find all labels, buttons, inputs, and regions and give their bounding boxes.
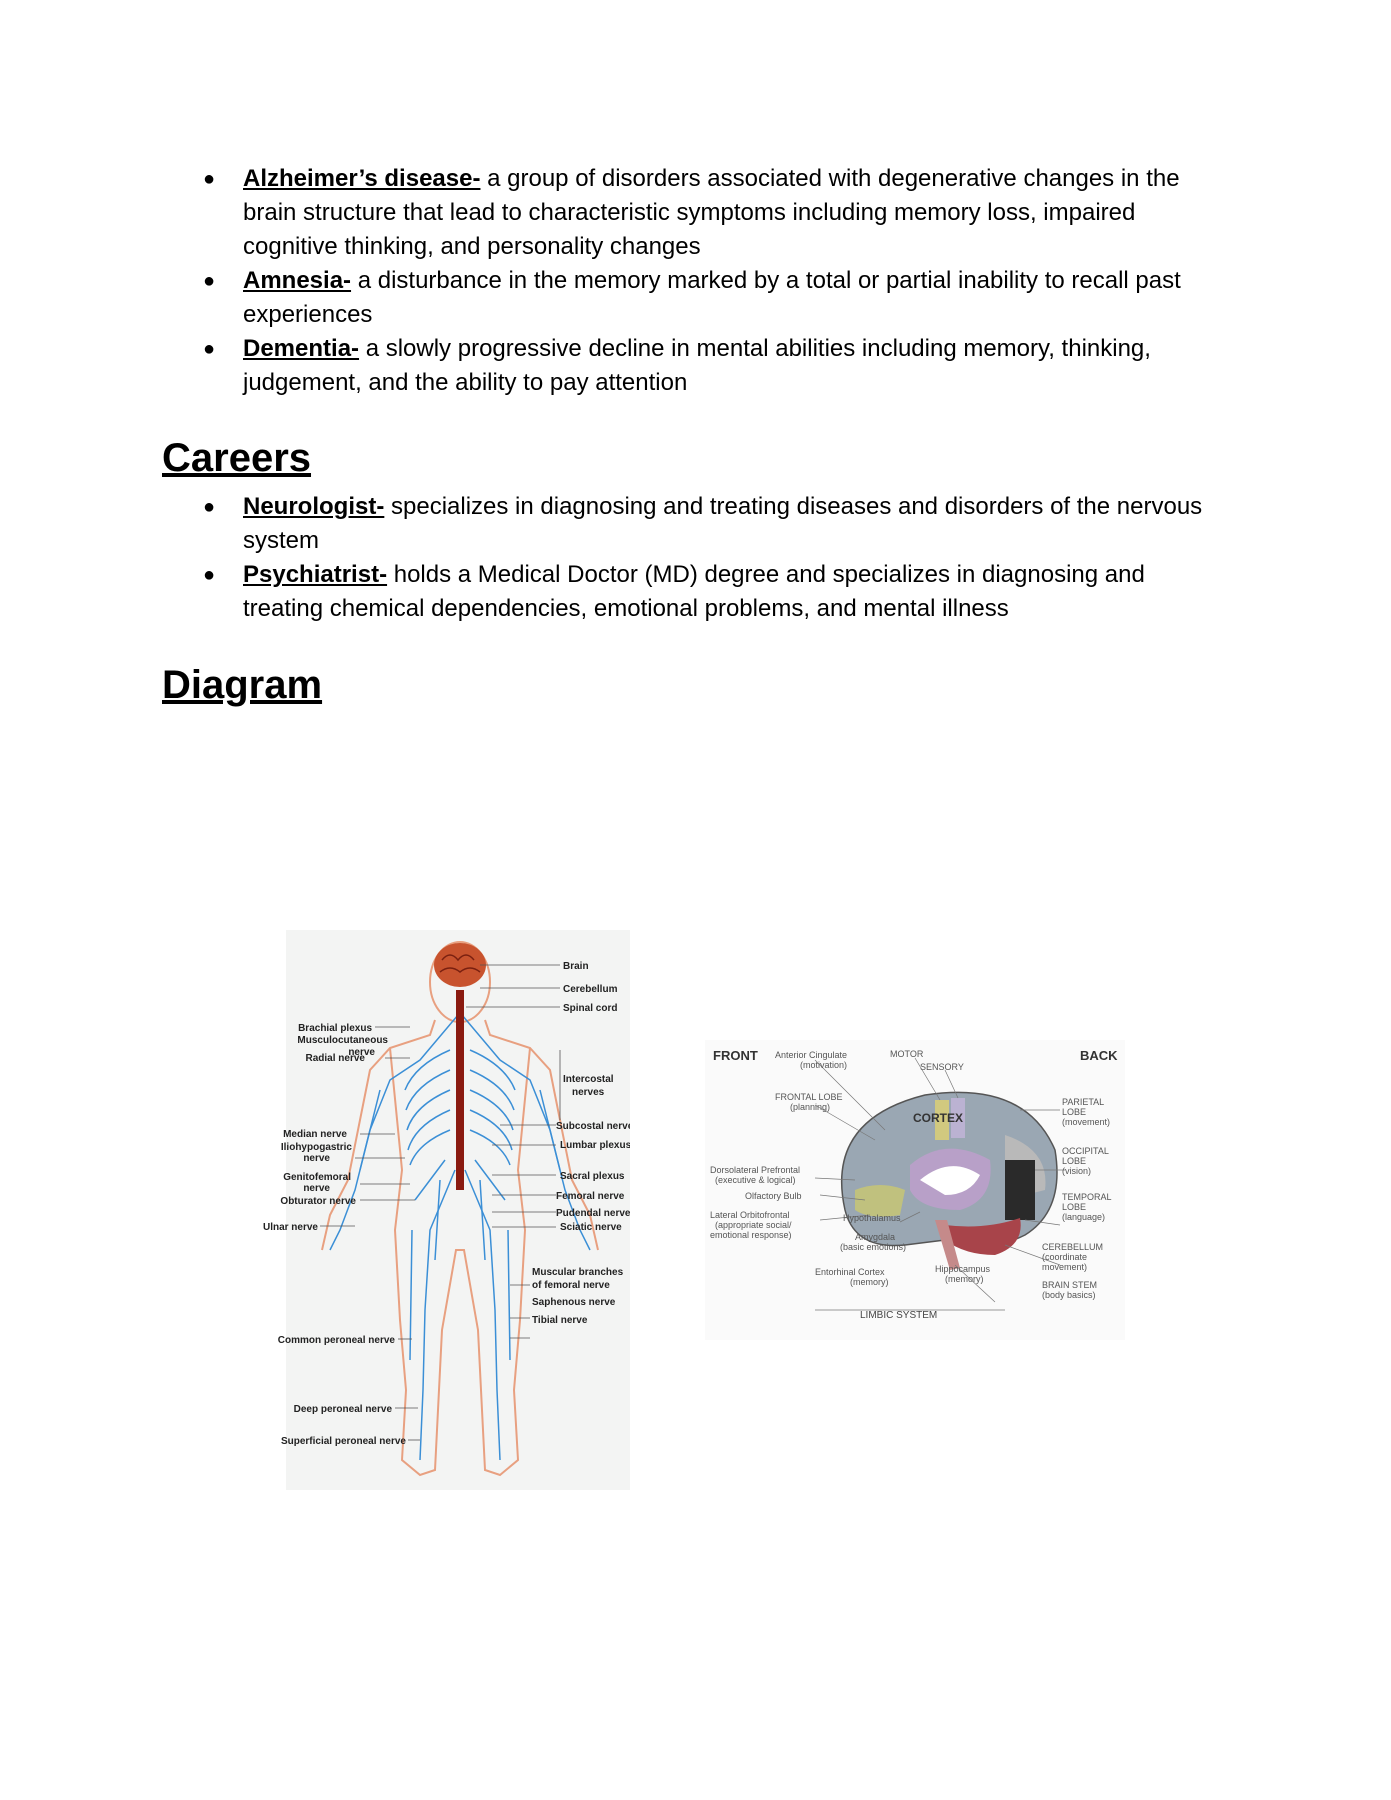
careers-list xyxy=(0,490,1391,626)
label-sciatic: Sciatic nerve xyxy=(560,1222,622,1233)
label-lateral-orbitofrontal: Lateral Orbitofrontal xyxy=(710,1210,790,1220)
label-genitofemoral: Genitofemoral xyxy=(283,1172,351,1183)
frontal-region-shape xyxy=(855,1185,905,1217)
label-cerebellum: Cerebellum xyxy=(563,984,618,995)
label-parietal: PARIETAL xyxy=(1062,1097,1105,1107)
definition: specializes in diagnosing and treating diseases and disorders of the nervous system xyxy=(243,493,1203,554)
brain-svg xyxy=(705,1040,1125,1340)
label-body-basics: (body basics) xyxy=(1042,1290,1096,1300)
label-back: BACK xyxy=(1080,1048,1118,1063)
label-musculocutaneous: Musculocutaneous xyxy=(297,1035,388,1046)
nervous-system-figure xyxy=(230,930,630,1490)
label-basic-emotions: (basic emotions) xyxy=(840,1242,907,1252)
label-pudendal: Pudendal nerve xyxy=(556,1208,630,1219)
label-muscular-2: of femoral nerve xyxy=(532,1280,610,1291)
label-brain: Brain xyxy=(563,961,589,972)
label-common-peroneal: Common peroneal nerve xyxy=(277,1335,395,1346)
list-item xyxy=(0,332,1391,400)
label-entorhinal-memory: (memory) xyxy=(850,1277,889,1287)
label-tibial: Tibial nerve xyxy=(532,1315,588,1326)
label-hypothalamus: Hypothalamus xyxy=(843,1213,901,1223)
nervous-system-svg xyxy=(230,930,630,1490)
brain-shape xyxy=(434,943,486,987)
label-parietal-lobe: LOBE xyxy=(1062,1107,1087,1117)
term: Psychiatrist- xyxy=(243,561,388,588)
label-muscular: Muscular branches xyxy=(532,1267,624,1278)
bullet-icon: ● xyxy=(203,168,216,190)
occipital-lobe-shape xyxy=(1005,1160,1035,1220)
label-cortex: CORTEX xyxy=(913,1111,964,1125)
spinal-cord-shape xyxy=(456,990,464,1190)
label-genitofemoral-2: nerve xyxy=(303,1183,330,1194)
bullet-icon: ● xyxy=(203,270,216,292)
label-superficial-peroneal: Superficial peroneal nerve xyxy=(280,1436,406,1447)
label-occipital-lobe: LOBE xyxy=(1062,1156,1087,1166)
label-musculocutaneous-2: nerve xyxy=(348,1047,375,1058)
label-median: Median nerve xyxy=(283,1129,347,1140)
label-temporal-lobe: LOBE xyxy=(1062,1202,1087,1212)
label-iliohypogastric-2: nerve xyxy=(303,1153,330,1164)
label-ulnar: Ulnar nerve xyxy=(262,1222,318,1233)
label-limbic-system: LIMBIC SYSTEM xyxy=(860,1310,938,1321)
label-amygdala: Amygdala xyxy=(855,1232,896,1242)
label-femoral: Femoral nerve xyxy=(556,1191,625,1202)
label-frontal-lobe: FRONTAL LOBE xyxy=(775,1092,843,1102)
label-brain-stem: BRAIN STEM xyxy=(1042,1280,1098,1290)
label-vision: (vision) xyxy=(1062,1166,1092,1176)
bullet-icon: ● xyxy=(203,564,216,586)
term: Neurologist- xyxy=(243,493,385,520)
label-obturator: Obturator nerve xyxy=(280,1196,356,1207)
label-spinal-cord: Spinal cord xyxy=(563,1003,618,1014)
label-cerebellum: CEREBELLUM xyxy=(1042,1242,1104,1252)
term: Amnesia- xyxy=(243,267,352,294)
label-motor: MOTOR xyxy=(890,1049,924,1059)
label-dorsolateral: Dorsolateral Prefrontal xyxy=(710,1165,801,1175)
label-sensory: SENSORY xyxy=(920,1062,964,1072)
label-entorhinal: Entorhinal Cortex xyxy=(815,1267,885,1277)
bullet-icon: ● xyxy=(203,338,216,360)
label-intercostal-2: nerves xyxy=(572,1087,605,1098)
label-motivation: (motivation) xyxy=(800,1060,848,1070)
label-front: FRONT xyxy=(713,1048,758,1063)
careers-heading: Careers xyxy=(162,436,312,480)
label-anterior-cingulate: Anterior Cingulate xyxy=(775,1050,848,1060)
label-iliohypogastric: Iliohypogastric xyxy=(280,1142,352,1153)
definition: a disturbance in the memory marked by a total or partial inability to recall past experiences xyxy=(243,267,1181,328)
label-subcostal: Subcostal nerve xyxy=(556,1121,630,1132)
list-item xyxy=(0,264,1391,332)
term: Dementia- xyxy=(243,335,360,362)
label-movement: (movement) xyxy=(1062,1117,1111,1127)
label-language: (language) xyxy=(1062,1212,1106,1222)
label-olfactory: Olfactory Bulb xyxy=(745,1191,802,1201)
label-coordinate-movement: movement) xyxy=(1042,1262,1088,1272)
label-planning: (planning) xyxy=(790,1102,831,1112)
label-lumbar: Lumbar plexus xyxy=(560,1140,630,1151)
disorder-list xyxy=(0,162,1391,400)
label-intercostal: Intercostal xyxy=(563,1074,614,1085)
label-temporal: TEMPORAL xyxy=(1062,1192,1112,1202)
label-occipital: OCCIPITAL xyxy=(1062,1146,1109,1156)
label-radial: Radial nerve xyxy=(305,1053,365,1064)
list-item xyxy=(0,490,1391,558)
list-item xyxy=(0,162,1391,264)
list-item xyxy=(0,558,1391,626)
label-sacral: Sacral plexus xyxy=(560,1171,625,1182)
diagram-heading: Diagram xyxy=(162,663,323,707)
term: Alzheimer’s disease- xyxy=(243,165,481,192)
label-emotional-response: emotional response) xyxy=(710,1230,792,1240)
label-deep-peroneal: Deep peroneal nerve xyxy=(293,1404,392,1415)
label-appropriate-social: (appropriate social/ xyxy=(715,1220,792,1230)
brain-figure xyxy=(705,1040,1125,1340)
label-coordinate: (coordinate xyxy=(1042,1252,1088,1262)
label-executive: (executive & logical) xyxy=(715,1175,796,1185)
definition: a slowly progressive decline in mental abilities including memory, thinking, judgement, and the ability to pay attention xyxy=(243,335,1151,396)
definition: a group of disorders associated with degenerative changes in the brain structure that lead to characteristic symptoms including memory loss, impaired cognitive thinking, and personality changes xyxy=(243,165,1180,260)
definition: holds a Medical Doctor (MD) degree and specializes in diagnosing and treating chemical dependencies, emotional problems, and mental illness xyxy=(243,561,1145,622)
bullet-icon: ● xyxy=(203,496,216,518)
label-hippocampus: Hippocampus xyxy=(935,1264,991,1274)
label-saphenous: Saphenous nerve xyxy=(532,1297,616,1308)
label-hippocampus-memory: (memory) xyxy=(945,1274,984,1284)
label-brachial: Brachial plexus xyxy=(298,1023,372,1034)
